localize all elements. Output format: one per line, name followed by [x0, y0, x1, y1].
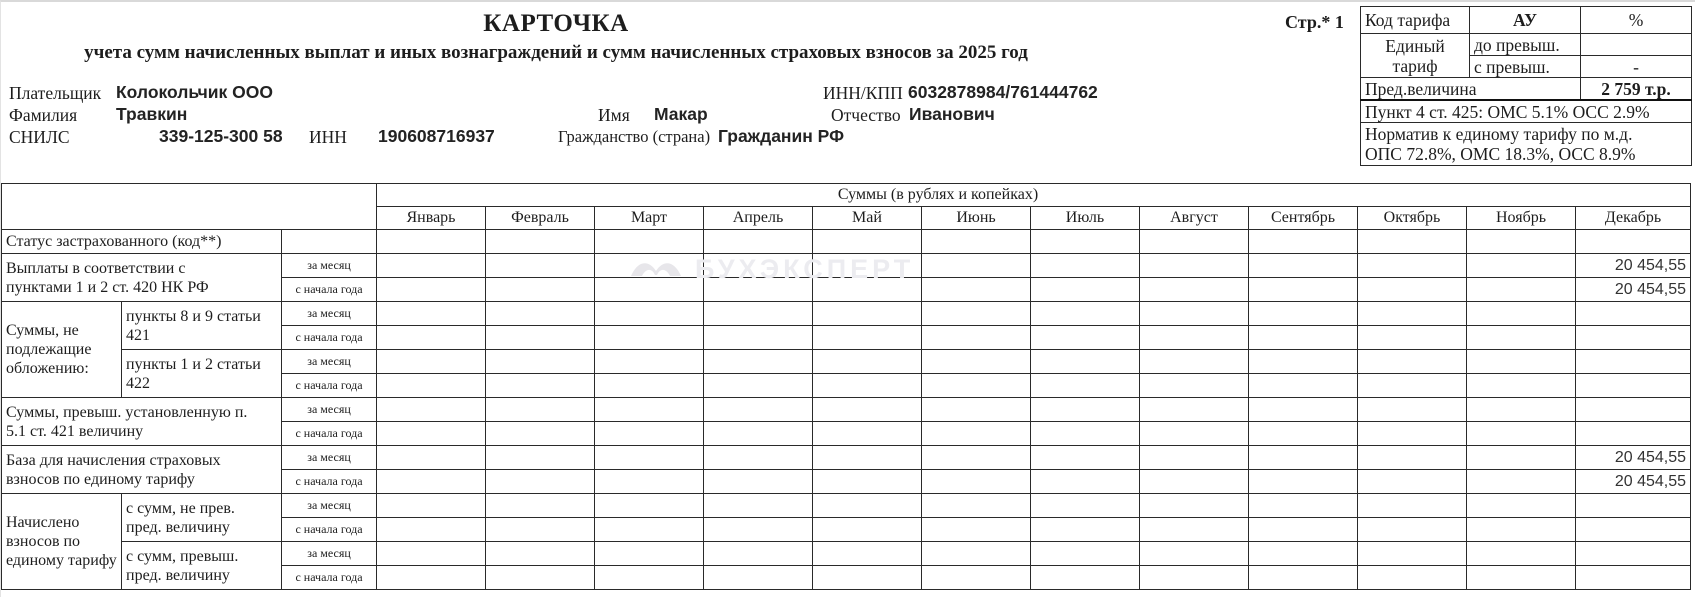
value-cell	[486, 470, 595, 494]
base-label: База для начисления страховых взносов по единому тарифу	[2, 446, 282, 494]
value-cell	[1140, 470, 1249, 494]
value-cell	[1576, 230, 1691, 254]
value-cell	[595, 446, 704, 470]
value-cell	[1467, 542, 1576, 566]
table-row-accrued-below-month	[2, 494, 1691, 518]
payer-value: Колокольчик ООО	[116, 82, 274, 102]
value-cell	[704, 398, 813, 422]
value-cell	[1249, 566, 1358, 590]
value-cell	[922, 422, 1031, 446]
value-cell	[1140, 302, 1249, 326]
unified-tariff-label: Единый тариф	[1361, 34, 1470, 78]
below-excess-value	[1581, 34, 1692, 56]
value-cell	[1249, 494, 1358, 518]
value-cell	[1140, 422, 1249, 446]
value-cell	[813, 302, 922, 326]
payments-label: Выплаты в соответствии с пунктами 1 и 2 ст. 420 НК РФ	[2, 254, 282, 302]
period-month-cell: за месяц	[282, 302, 377, 326]
value-cell	[595, 302, 704, 326]
value-cell	[1140, 446, 1249, 470]
value-cell	[1358, 350, 1467, 374]
period-ytd-cell: с начала года	[282, 326, 377, 350]
value-cell	[922, 326, 1031, 350]
value-cell	[595, 518, 704, 542]
value-cell	[1031, 374, 1140, 398]
middlename-value: Иванович	[909, 104, 995, 124]
value-cell	[1140, 326, 1249, 350]
value-cell	[1467, 566, 1576, 590]
value-cell	[1358, 494, 1467, 518]
value-cell	[1576, 374, 1691, 398]
value-cell: 20 454,55	[1576, 446, 1691, 470]
sums-header: Суммы (в рублях и копейках)	[377, 184, 1691, 207]
table-row-nontax-422-month	[2, 350, 1691, 374]
value-cell	[1467, 422, 1576, 446]
value-cell	[1249, 470, 1358, 494]
value-cell	[1467, 374, 1576, 398]
value-cell	[1031, 302, 1140, 326]
value-cell	[922, 350, 1031, 374]
value-cell	[922, 254, 1031, 278]
value-cell	[704, 494, 813, 518]
value-cell	[813, 254, 922, 278]
accrued-label: Начислено взносов по единому тарифу	[2, 494, 122, 590]
below-excess-label: до превыш.	[1470, 34, 1581, 56]
value-cell	[1031, 254, 1140, 278]
value-cell	[595, 566, 704, 590]
inn-label: ИНН	[309, 127, 347, 147]
month-header: Октябрь	[1358, 207, 1467, 230]
value-cell	[1249, 422, 1358, 446]
value-cell	[922, 494, 1031, 518]
value-cell	[486, 398, 595, 422]
value-cell	[1576, 398, 1691, 422]
non-taxable-sub2-label: пункты 1 и 2 статьи 422	[122, 350, 282, 398]
value-cell	[922, 302, 1031, 326]
value-cell	[595, 542, 704, 566]
above-excess-value: -	[1581, 56, 1692, 78]
value-cell	[813, 398, 922, 422]
value-cell	[377, 278, 486, 302]
value-cell	[1358, 518, 1467, 542]
firstname-label: Имя	[598, 105, 630, 125]
value-cell	[377, 350, 486, 374]
value-cell	[1358, 566, 1467, 590]
month-header: Ноябрь	[1467, 207, 1576, 230]
value-cell	[1249, 302, 1358, 326]
value-cell	[1576, 422, 1691, 446]
value-cell	[1249, 518, 1358, 542]
value-cell	[922, 470, 1031, 494]
month-header: Январь	[377, 207, 486, 230]
value-cell	[813, 518, 922, 542]
period-ytd-cell: с начала года	[282, 566, 377, 590]
document-title: КАРТОЧКА	[483, 10, 629, 37]
value-cell	[922, 374, 1031, 398]
value-cell	[813, 422, 922, 446]
value-cell	[595, 398, 704, 422]
value-cell	[922, 566, 1031, 590]
inn-kpp-label: ИНН/КПП	[823, 83, 903, 103]
value-cell	[377, 542, 486, 566]
sums-header-row	[2, 184, 1691, 207]
value-cell	[1467, 302, 1576, 326]
limit-label: Пред.величина	[1361, 78, 1581, 101]
value-cell	[922, 446, 1031, 470]
limit-value: 2 759 т.р.	[1581, 78, 1692, 101]
period-ytd-cell: с начала года	[282, 470, 377, 494]
value-cell	[377, 230, 486, 254]
value-cell	[595, 230, 704, 254]
value-cell	[377, 302, 486, 326]
value-cell	[1031, 350, 1140, 374]
value-cell	[1358, 326, 1467, 350]
value-cell	[1249, 398, 1358, 422]
period-ytd-cell: с начала года	[282, 422, 377, 446]
accrued-sub2-label: с сумм, превыш. пред. величину	[122, 542, 282, 590]
value-cell	[377, 566, 486, 590]
value-cell	[1358, 542, 1467, 566]
value-cell	[1140, 374, 1249, 398]
value-cell	[486, 494, 595, 518]
value-cell	[1358, 422, 1467, 446]
value-cell	[704, 230, 813, 254]
value-cell	[1249, 350, 1358, 374]
value-cell	[1467, 446, 1576, 470]
month-header: Декабрь	[1576, 207, 1691, 230]
value-cell	[704, 422, 813, 446]
value-cell	[595, 254, 704, 278]
value-cell	[922, 278, 1031, 302]
value-cell	[704, 302, 813, 326]
value-cell	[1031, 470, 1140, 494]
value-cell	[1358, 302, 1467, 326]
value-cell	[1358, 230, 1467, 254]
value-cell	[1140, 398, 1249, 422]
value-cell	[377, 518, 486, 542]
value-cell	[595, 494, 704, 518]
value-cell	[595, 326, 704, 350]
citizenship-value: Гражданин РФ	[718, 126, 845, 146]
value-cell	[922, 230, 1031, 254]
value-cell	[1576, 518, 1691, 542]
value-cell	[1576, 350, 1691, 374]
accrued-sub1-label: с сумм, не прев. пред. величину	[122, 494, 282, 542]
value-cell	[486, 278, 595, 302]
status-label: Статус застрахованного (код**)	[2, 230, 282, 254]
period-ytd-cell: с начала года	[282, 518, 377, 542]
value-cell	[1249, 326, 1358, 350]
document-subtitle: учета сумм начисленных выплат и иных вознаграждений и сумм начисленных страховых взносов за 2025 год	[84, 42, 1028, 63]
value-cell	[813, 566, 922, 590]
value-cell	[377, 494, 486, 518]
value-cell	[1140, 542, 1249, 566]
value-cell	[1031, 518, 1140, 542]
value-cell	[704, 326, 813, 350]
value-cell	[1140, 518, 1249, 542]
value-cell	[486, 518, 595, 542]
value-cell	[704, 374, 813, 398]
value-cell	[1031, 566, 1140, 590]
table-row-payments-month	[2, 254, 1691, 278]
value-cell	[1576, 302, 1691, 326]
inn-value: 190608716937	[378, 126, 495, 146]
sums-table	[1, 183, 1691, 590]
watermark-text: БУХЭКСПЕРТ	[695, 253, 915, 284]
value-cell	[704, 278, 813, 302]
month-header: Июнь	[922, 207, 1031, 230]
month-header: Август	[1140, 207, 1249, 230]
value-cell	[1358, 446, 1467, 470]
value-cell	[813, 230, 922, 254]
value-cell	[1140, 278, 1249, 302]
value-cell	[1576, 542, 1691, 566]
value-cell	[486, 350, 595, 374]
value-cell	[1576, 494, 1691, 518]
payer-label: Плательщик	[9, 83, 102, 103]
value-cell	[486, 542, 595, 566]
month-header: Сентябрь	[1249, 207, 1358, 230]
inn-kpp-value: 6032878984/761444762	[908, 82, 1098, 102]
value-cell	[1576, 326, 1691, 350]
month-header: Февраль	[486, 207, 595, 230]
period-month-cell: за месяц	[282, 542, 377, 566]
value-cell	[595, 350, 704, 374]
value-cell	[1031, 494, 1140, 518]
value-cell	[1031, 398, 1140, 422]
firstname-value: Макар	[654, 104, 708, 124]
value-cell	[377, 254, 486, 278]
value-cell	[813, 446, 922, 470]
value-cell	[1031, 422, 1140, 446]
value-cell	[1249, 542, 1358, 566]
value-cell	[1358, 470, 1467, 494]
value-cell	[704, 254, 813, 278]
period-month-cell: за месяц	[282, 350, 377, 374]
value-cell	[1140, 566, 1249, 590]
value-cell	[813, 326, 922, 350]
value-cell	[922, 518, 1031, 542]
period-ytd-cell: с начала года	[282, 278, 377, 302]
value-cell	[486, 374, 595, 398]
value-cell	[704, 446, 813, 470]
corner-cell	[2, 184, 377, 230]
value-cell	[1358, 374, 1467, 398]
middlename-label: Отчество	[831, 105, 901, 125]
value-cell	[922, 398, 1031, 422]
value-cell	[1031, 326, 1140, 350]
non-taxable-label: Суммы, не подлежащие обложению:	[2, 302, 122, 398]
table-row-status	[2, 230, 1691, 254]
table-row-base-month	[2, 446, 1691, 470]
tariff-code-label: Код тарифа	[1361, 7, 1470, 34]
month-header: Июль	[1031, 207, 1140, 230]
value-cell	[704, 518, 813, 542]
period-month-cell: за месяц	[282, 254, 377, 278]
value-cell	[1031, 278, 1140, 302]
tariff-note-2	[1361, 123, 1692, 166]
period-month-cell: за месяц	[282, 494, 377, 518]
value-cell	[486, 566, 595, 590]
value-cell	[486, 302, 595, 326]
above-excess-label: с превыш.	[1470, 56, 1581, 78]
period-cell	[282, 230, 377, 254]
tariff-code-value: АУ	[1470, 7, 1581, 34]
value-cell	[1140, 494, 1249, 518]
value-cell	[1576, 566, 1691, 590]
value-cell	[1467, 326, 1576, 350]
value-cell	[1467, 350, 1576, 374]
value-cell	[595, 422, 704, 446]
value-cell	[595, 470, 704, 494]
tariff-note-2-line1: Норматив к единому тарифу по м.д.	[1365, 124, 1633, 144]
value-cell: 20 454,55	[1576, 278, 1691, 302]
lastname-label: Фамилия	[9, 105, 78, 125]
value-cell	[486, 422, 595, 446]
value-cell	[377, 422, 486, 446]
value-cell	[595, 374, 704, 398]
value-cell	[1358, 254, 1467, 278]
value-cell	[486, 254, 595, 278]
value-cell	[1031, 542, 1140, 566]
value-cell: 20 454,55	[1576, 254, 1691, 278]
non-taxable-sub1-label: пункты 8 и 9 статьи 421	[122, 302, 282, 350]
value-cell	[1467, 494, 1576, 518]
value-cell	[377, 326, 486, 350]
table-row-nontax-421-month	[2, 302, 1691, 326]
value-cell	[1140, 350, 1249, 374]
value-cell	[704, 566, 813, 590]
value-cell	[1249, 374, 1358, 398]
lastname-value: Травкин	[116, 104, 188, 124]
value-cell	[486, 326, 595, 350]
value-cell	[1467, 398, 1576, 422]
citizenship-label: Гражданство (страна)	[558, 127, 711, 146]
value-cell	[704, 470, 813, 494]
value-cell	[813, 278, 922, 302]
tariff-info-table	[1360, 6, 1692, 166]
value-cell	[1358, 398, 1467, 422]
value-cell	[377, 470, 486, 494]
value-cell	[1140, 230, 1249, 254]
tariff-percent-header: %	[1581, 7, 1692, 34]
period-month-cell: за месяц	[282, 446, 377, 470]
exceed-label: Суммы, превыш. установленную п. 5.1 ст. 421 величину	[2, 398, 282, 446]
value-cell	[1249, 278, 1358, 302]
month-header: Март	[595, 207, 704, 230]
value-cell	[486, 446, 595, 470]
period-month-cell: за месяц	[282, 398, 377, 422]
month-header: Апрель	[704, 207, 813, 230]
value-cell	[1467, 230, 1576, 254]
snils-label: СНИЛС	[9, 127, 70, 147]
value-cell	[1467, 254, 1576, 278]
value-cell: 20 454,55	[1576, 470, 1691, 494]
period-ytd-cell: с начала года	[282, 374, 377, 398]
tariff-note-2-line2: ОПС 72.8%, ОМС 18.3%, ОСС 8.9%	[1365, 144, 1636, 164]
value-cell	[1358, 278, 1467, 302]
value-cell	[1249, 230, 1358, 254]
value-cell	[813, 542, 922, 566]
value-cell	[377, 446, 486, 470]
value-cell	[1467, 278, 1576, 302]
snils-value: 339-125-300 58	[159, 126, 283, 146]
page-number: Стр.* 1	[1285, 12, 1344, 32]
value-cell	[1031, 446, 1140, 470]
value-cell	[704, 350, 813, 374]
value-cell	[1140, 254, 1249, 278]
value-cell	[1249, 254, 1358, 278]
value-cell	[922, 542, 1031, 566]
table-row-accrued-above-month	[2, 542, 1691, 566]
value-cell	[1467, 518, 1576, 542]
value-cell	[377, 398, 486, 422]
value-cell	[813, 494, 922, 518]
value-cell	[813, 350, 922, 374]
value-cell	[1467, 470, 1576, 494]
value-cell	[813, 470, 922, 494]
value-cell	[704, 542, 813, 566]
tariff-note-1: Пункт 4 ст. 425: ОМС 5.1% ОСС 2.9%	[1361, 100, 1692, 123]
value-cell	[1031, 230, 1140, 254]
table-row-exceed-month	[2, 398, 1691, 422]
value-cell	[486, 230, 595, 254]
value-cell	[595, 278, 704, 302]
month-header: Май	[813, 207, 922, 230]
value-cell	[377, 374, 486, 398]
value-cell	[1249, 446, 1358, 470]
value-cell	[813, 374, 922, 398]
